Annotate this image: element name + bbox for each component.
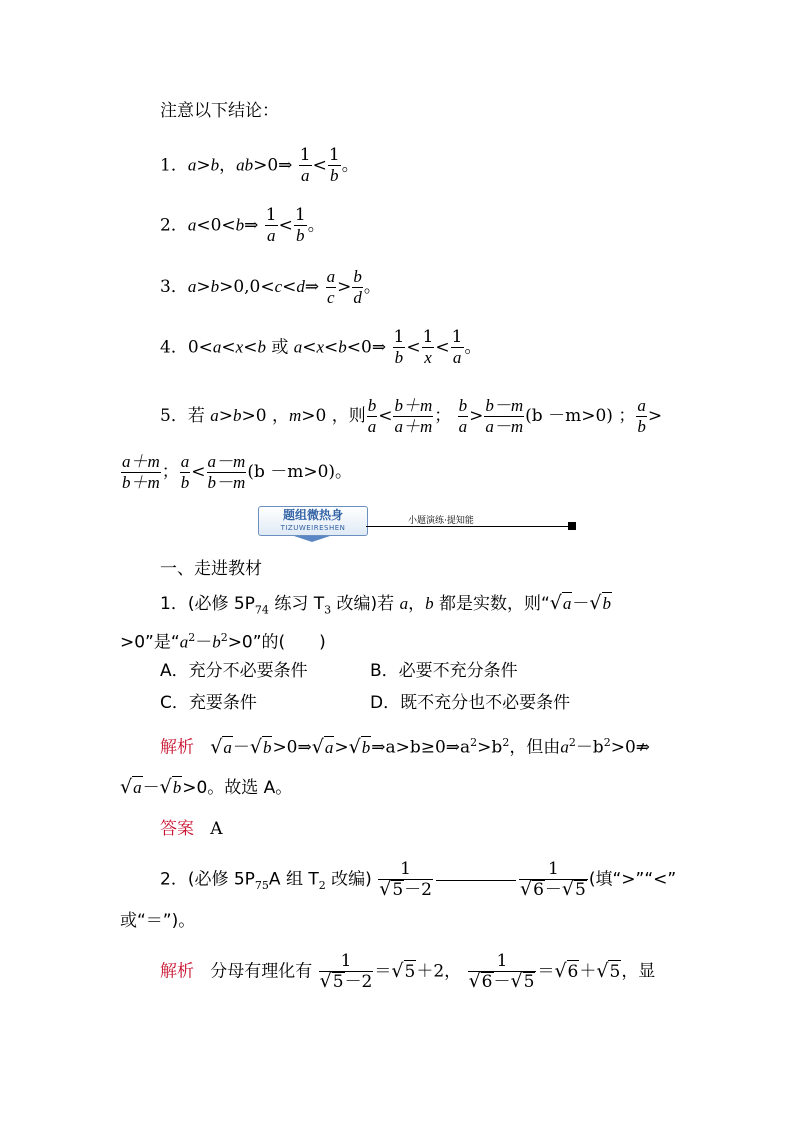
var-x: x [235, 337, 244, 357]
condition: (b －m>0) [247, 462, 336, 482]
notes-heading: 注意以下结论： [160, 101, 279, 121]
banner-tagline: 小题演练·提知能 [408, 516, 474, 526]
fraction: $\frac{b+m}{a+m}$ [394, 396, 433, 436]
op: >0,0< [219, 277, 275, 297]
var-b: b [425, 594, 434, 613]
punct: 。 [464, 337, 482, 358]
sqrt-icon: √ [120, 776, 133, 798]
answer-value: A [210, 819, 223, 839]
var-b: b [257, 337, 266, 357]
q1-text: 1．(必修 5P [160, 594, 255, 614]
var-b: b [210, 155, 220, 175]
var-a: a [187, 155, 197, 175]
var-x: x [316, 337, 325, 357]
op: < [312, 155, 327, 176]
op: < [278, 215, 293, 236]
var-a: a [187, 215, 197, 235]
var-c: c [274, 277, 283, 296]
fraction: $\frac{b}{a}$ [367, 396, 377, 436]
fraction: $\frac{1}{√6-√5}$ [519, 859, 586, 900]
q1-text: 练习 T [268, 594, 325, 614]
solution-text: ，但由 [509, 737, 561, 758]
op: < [243, 337, 258, 358]
superscript: 2 [568, 736, 576, 749]
op: > [337, 277, 352, 297]
punct: ； [434, 406, 452, 426]
op: >0⇒ [253, 155, 293, 176]
note-item-2 [160, 206, 325, 246]
var-b: b [338, 337, 347, 357]
q1-text: >0”是“ [120, 632, 180, 653]
q2-text: 2．(必修 5P [160, 869, 255, 890]
answer-blank[interactable] [436, 880, 516, 881]
radicand: a [223, 737, 232, 757]
fraction: $\frac{1}{x}$ [422, 327, 434, 367]
fraction: $\frac{1}{√6-√5}$ [468, 951, 535, 992]
square-bullet-icon [568, 522, 576, 530]
op: > [218, 406, 233, 426]
radicand: b [361, 737, 371, 757]
note-item-3 [160, 267, 381, 308]
punct: ， [219, 155, 237, 176]
banner-subtitle: TIZUWEIRESHEN [280, 524, 346, 532]
var-b: b [210, 277, 220, 296]
q2-text: (填“>”“<” [588, 869, 677, 890]
note-item-5-line-2 [120, 452, 352, 493]
q2-text: 改编) [325, 869, 372, 890]
section-heading: 一、走进教材 [160, 559, 262, 579]
option-d[interactable]: D．既不充分也不必要条件 [370, 693, 571, 713]
fraction: $\frac{1}{b}$ [328, 145, 340, 185]
op: － [195, 632, 213, 653]
punct: 。 [307, 215, 325, 236]
fraction: $\frac{a}{b}$ [637, 396, 646, 436]
var-b: b [235, 215, 245, 235]
section-banner [258, 506, 578, 542]
var-b: b [232, 406, 242, 425]
var-ab: ab [236, 155, 254, 175]
radicand: 5 [609, 961, 621, 982]
op: － [142, 778, 160, 798]
banner-title: 题组微热身 [282, 508, 343, 522]
punct: ； [618, 406, 636, 426]
item-number: 5． [160, 406, 188, 426]
op: ＝ [537, 961, 555, 982]
sqrt-icon: √ [554, 959, 567, 982]
op: < [191, 462, 206, 482]
var-a: a [293, 337, 303, 357]
solution-label: 解析 [160, 737, 194, 758]
q2-text: A 组 T [268, 869, 319, 890]
note-item-4 [160, 328, 482, 368]
fraction: $\frac{b-m}{a-m}$ [485, 396, 524, 436]
sqrt-icon: √ [589, 592, 602, 614]
superscript: 2 [188, 631, 196, 644]
op: >0⇒ [272, 737, 312, 758]
var-a: a [179, 632, 189, 652]
option-c[interactable]: C．充要条件 [160, 693, 257, 713]
option-b[interactable]: B．必要不充分条件 [370, 661, 518, 681]
fraction: $\frac{1}{b}$ [294, 205, 306, 245]
op: ⇒ [304, 277, 320, 297]
expr: ＋2， [416, 961, 462, 982]
sqrt-icon: √ [311, 735, 324, 758]
op: － [572, 594, 590, 614]
word-or: 或 [271, 337, 289, 358]
punct: 。 [363, 277, 381, 297]
q1-text: 都是实数，则“ [433, 594, 550, 614]
var-m: m [288, 406, 302, 425]
op: >0 [241, 406, 267, 426]
sqrt-icon: √ [549, 592, 562, 614]
solution-label: 解析 [160, 961, 194, 982]
solution-text: 分母有理化有 [210, 961, 313, 982]
banner-divider [366, 526, 570, 527]
sqrt-icon: √ [159, 776, 172, 798]
solution-text: ，显 [621, 961, 656, 982]
punct: ， [408, 594, 426, 614]
radicand: 6 [567, 961, 579, 982]
q1-stem-line-1 [160, 592, 612, 621]
op: < [221, 337, 236, 358]
fraction: $\frac{1}{b}$ [393, 327, 405, 367]
radicand: b [172, 778, 182, 797]
var-d: d [296, 277, 305, 296]
radicand: b [602, 594, 612, 613]
punct: 。 [341, 155, 359, 176]
subscript: 75 [254, 878, 269, 892]
var-b: b [212, 632, 221, 652]
superscript: 2 [470, 736, 478, 749]
expr: >b [477, 737, 503, 758]
fraction: $\frac{1}{a}$ [299, 145, 311, 185]
condition: (b －m>0) [525, 406, 613, 426]
fraction: $\frac{a}{b}$ [180, 452, 190, 492]
punct: ； [161, 462, 179, 482]
subscript: 2 [318, 878, 326, 892]
q1-stem-line-2 [120, 627, 326, 654]
item-number: 2． [160, 215, 188, 236]
q1-text: 改编)若 [331, 594, 400, 614]
item-number: 4． [160, 337, 188, 358]
fraction: $\frac{a-m}{b-m}$ [207, 452, 246, 492]
op: < [302, 337, 317, 358]
radicand: 5 [404, 961, 416, 982]
op: ＋ [579, 961, 597, 982]
superscript: 2 [220, 631, 228, 644]
op: < [435, 337, 450, 358]
q1-answer [160, 818, 223, 840]
op: > [469, 406, 484, 426]
banner-badge [258, 506, 368, 536]
op: > [647, 406, 663, 426]
banner-arrow-icon [294, 536, 330, 542]
solution-text: >0。故选 A。 [182, 778, 293, 798]
op: ⇒ [244, 215, 259, 236]
subscript: 3 [324, 603, 332, 617]
item-number: 3． [160, 277, 188, 297]
op: > [196, 277, 211, 297]
radicand: a [324, 737, 334, 757]
fraction: $\frac{1}{a}$ [265, 205, 277, 245]
word-if: 若 [187, 406, 205, 426]
var-a: a [560, 737, 569, 757]
q2-solution [160, 952, 655, 992]
var-a: a [187, 277, 197, 296]
op: < [282, 277, 297, 297]
sqrt-icon: √ [596, 959, 609, 982]
var-a: a [212, 337, 222, 357]
item-number: 1． [160, 155, 188, 176]
op: <0⇒ [346, 337, 387, 358]
op: < [406, 337, 421, 358]
expr: ⇒a>b≥0⇒a [371, 737, 471, 758]
punct: ， [271, 406, 289, 426]
answer-label: 答案 [160, 819, 194, 839]
radicand: b [262, 737, 272, 757]
superscript: 2 [502, 736, 510, 749]
fraction: $\frac{1}{a}$ [451, 327, 463, 367]
note-item-1 [160, 146, 359, 186]
op: > [334, 737, 349, 758]
option-a[interactable]: A．充分不必要条件 [160, 661, 308, 681]
punct: 。 [335, 462, 353, 482]
op: － [232, 737, 250, 758]
var-a: a [399, 594, 409, 613]
fraction: $\frac{1}{√5-2}$ [379, 859, 432, 900]
superscript: 2 [603, 736, 611, 749]
sqrt-icon: √ [249, 735, 262, 758]
fraction: $\frac{b}{a}$ [458, 396, 468, 436]
op: < [324, 337, 339, 358]
subscript: 74 [254, 603, 269, 617]
expr: >0⇏ [610, 737, 651, 758]
fraction: $\frac{a}{c}$ [326, 267, 336, 307]
var-a: a [210, 406, 219, 425]
op: 0< [187, 337, 213, 358]
sqrt-icon: √ [348, 735, 361, 758]
sqrt-icon: √ [210, 735, 223, 758]
sqrt-icon: √ [391, 959, 404, 982]
fraction: $\frac{1}{√5-2}$ [319, 951, 373, 992]
op: <0< [196, 215, 236, 236]
note-item-5-line-1 [160, 396, 662, 437]
expr: －b [575, 737, 604, 758]
word-then: ，则 [331, 406, 366, 426]
q2-stem-line-1 [160, 860, 676, 900]
q1-solution-line-2 [120, 776, 292, 799]
radicand: a [562, 594, 572, 613]
fraction: $\frac{a+m}{b+m}$ [122, 452, 160, 492]
q2-stem-line-2: 或“＝”)。 [120, 911, 196, 931]
op: > [196, 155, 211, 176]
q1-solution-line-1 [160, 732, 650, 759]
q1-text: >0”的( ) [227, 632, 326, 653]
op: >0 [301, 406, 327, 426]
op: ＝ [374, 961, 392, 982]
op: < [378, 406, 393, 426]
fraction: $\frac{b}{d}$ [353, 267, 362, 307]
radicand: a [133, 778, 142, 797]
